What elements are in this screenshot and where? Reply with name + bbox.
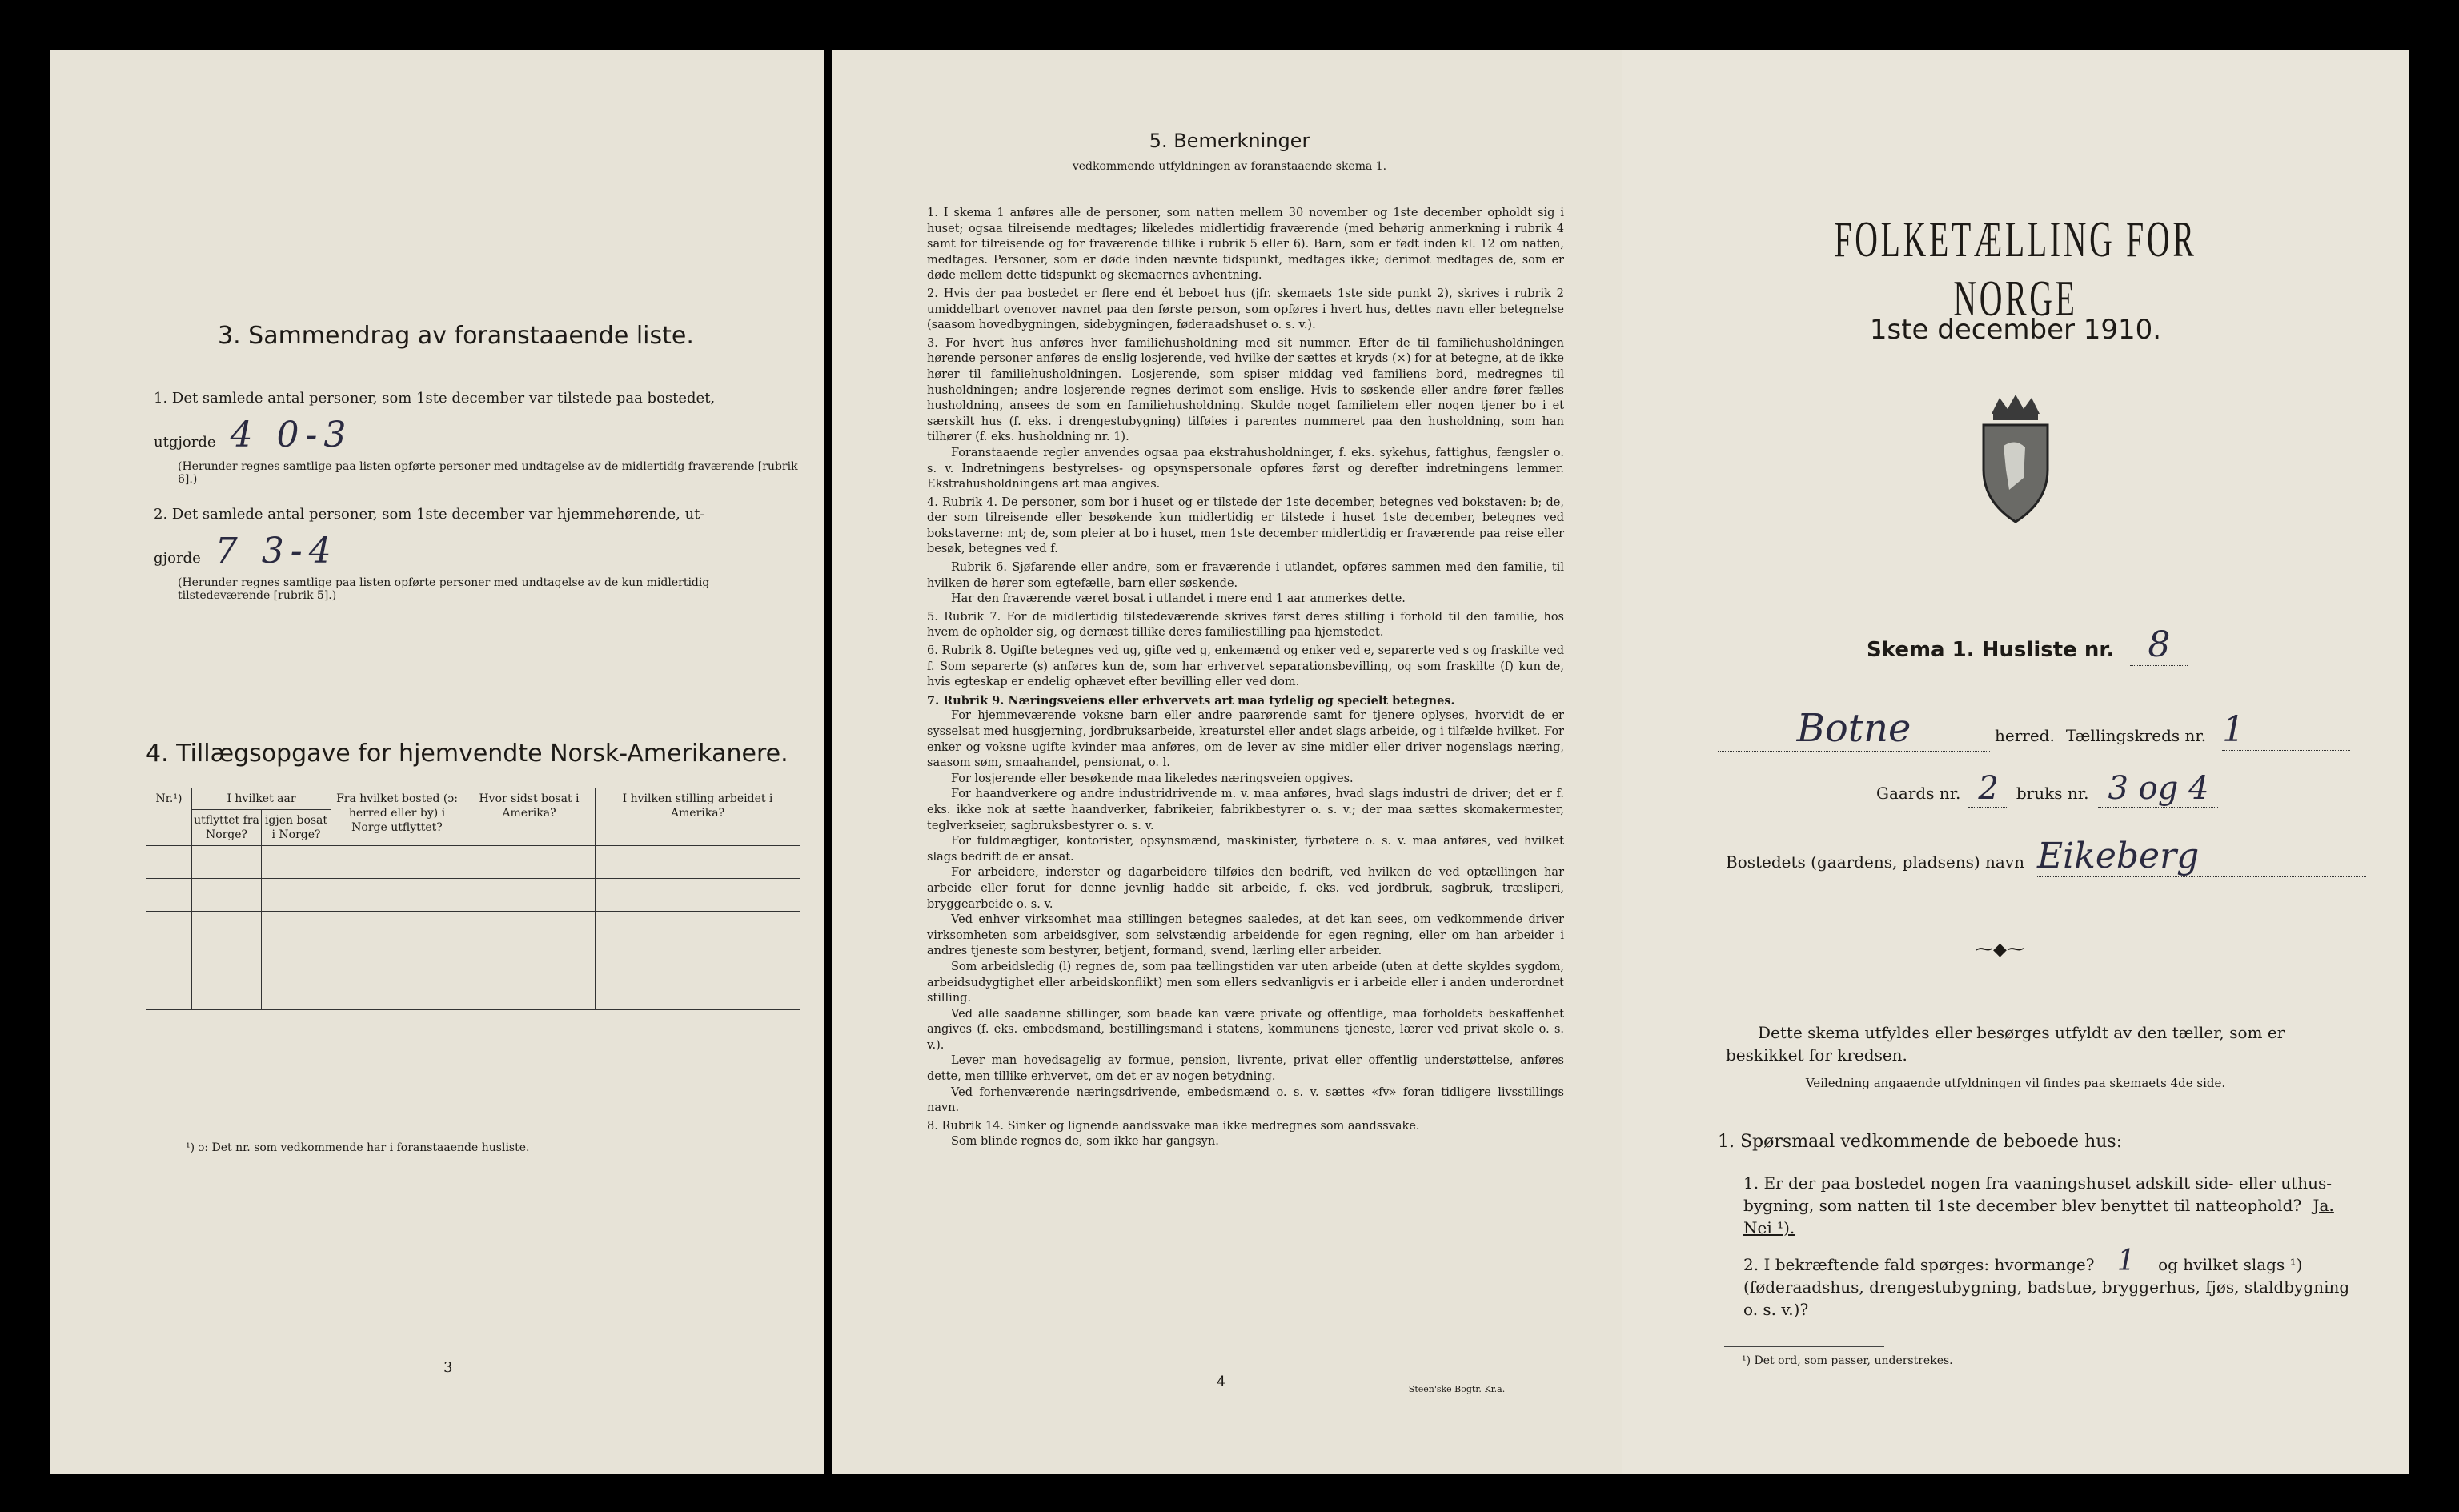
item1-note: (Herunder regnes samtlige paa listen opførte personer med undtagelse av de midlertidig fraværende [rubrik 6].) — [178, 460, 798, 486]
gaard-line — [1876, 770, 2218, 808]
col-from-place: Fra hvilket bosted (ɔ: herred eller by) i Norge utflyttet? — [331, 788, 463, 846]
title-page — [1622, 50, 2409, 1474]
remark-paragraph: Ved enhver virksomhet maa stillingen betegnes saaledes, at det kan sees, om vedkommende driver virksomheten som arbeidsgiver, som selvstændig arbeidende for egen regning, eller om han arbeider i andres tjeneste som bestyrer, betjent, formand, svend, lærling eller arbeider. — [927, 913, 1564, 958]
item1-value: 4 0-3 — [230, 415, 353, 455]
remark-paragraph: 8. Rubrik 14. Sinker og lignende aandssvake maa ikke medregnes som aandssvake. — [927, 1119, 1420, 1133]
remark-paragraph: 6. Rubrik 8. Ugifte betegnes ved ug, gifte ved g, enkemænd og enker ved e, separerte ved s og fraskilte ved f. Som separerte (s) anføres kun de, som har erhvervet separationsbevilling, og som fraskilte (f) kun de, hvis egteskap er endelig ophævet efter bevilling eller ved dom. — [927, 644, 1564, 689]
remark-paragraph: For hjemmeværende voksne barn eller andre paarørende samt for tjenere oplyses, hvorvidt de er sysselsat med husgjerning, jordbruksarbeide, kreaturstel eller andet slags arbeide, og i tilfælde hvilket. For enker og voksne ugifte kvinder maa anføres, om de lever av sine midler eller driver nogenslags næring, saasom søm, smaahandel, pensionat, o. l. — [927, 709, 1564, 770]
gaard-label: Gaards nr. — [1876, 784, 1961, 803]
printer-imprint: Steen'ske Bogtr. Kr.a. — [1361, 1382, 1553, 1394]
remark-paragraph: Lever man hovedsagelig av formue, pension, livrente, privat eller offentlig understøttelse, anføres dette, men tillike erhvervet, om det er av nogen betydning. — [927, 1054, 1564, 1084]
remarks-subtitle: vedkommende utfyldningen av foranstaaende skema 1. — [1072, 160, 1387, 173]
page-number: 4 — [1217, 1374, 1226, 1390]
bosted-line — [1726, 836, 2366, 877]
col-emigrated: utflyttet fra Norge? — [192, 810, 262, 846]
item2-text: 2. Det samlede antal personer, som 1ste december var hjemmehørende, ut- — [154, 506, 705, 523]
question-2-rest: og hvilket slags ¹) (føderaadshus, drengestubygning, badstue, bryggerhus, fjøs, staldbygning o. s. v.)? — [1743, 1255, 2350, 1319]
remark-paragraph: 4. Rubrik 4. De personer, som bor i huset og er tilstede der 1ste december, betegnes ved bokstaven: b; de, der som tilreisende eller besøkende kun midlertidig er tilstede i huset 1ste december, betegnes ved bokstaverne: mt; de, som pleier at bo i huset, men 1ste december midlertidig er fraværende paa reise eller besøk, betegnes ved f. — [927, 495, 1564, 556]
question-2-text: 2. I bekræftende fald spørges: hvormange? — [1743, 1255, 2095, 1274]
ornament-icon: ⁓◆⁓ — [1976, 940, 2024, 960]
summary-item-2 — [154, 506, 802, 602]
item2-note: (Herunder regnes samtlige paa listen opførte personer med undtagelse av de kun midlertidig tilstedeværende [rubrik 5].) — [178, 576, 710, 602]
table-row — [146, 879, 800, 912]
page-3 — [50, 50, 824, 1474]
col-last-place: Hvor sidst bosat i Amerika? — [463, 788, 596, 846]
question-1-text: 1. Er der paa bostedet nogen fra vaaningshuset adskilt side- eller uthus-bygning, som natten til 1ste december blev benyttet til natteophold? — [1743, 1173, 2332, 1215]
question-2-answer: 1 — [2116, 1245, 2136, 1277]
bruk-label: bruks nr. — [2016, 784, 2089, 803]
bruk-value: 3 og 4 — [2098, 770, 2218, 808]
table-row — [146, 846, 800, 879]
remarks-body — [927, 206, 1564, 1150]
remark-paragraph: 7. Rubrik 9. Næringsveiens eller erhvervets art maa tydelig og specielt betegnes. — [927, 693, 1455, 708]
fill-instruction: Dette skema utfyldes eller besørges utfyldt av den tæller, som er beskikket for kredsen. — [1726, 1023, 2285, 1065]
summary-item-1 — [154, 390, 802, 486]
remark-paragraph: For haandverkere og andre industridrivende m. v. maa anføres, hvad slags industri de driver; det er f. eks. ikke nok at sætte haandverker, fabrikeier, fabrikbestyrer o. s. v.; der maa sættes skomakermester, teglverkseier, sagbruksbestyrer o. s. v. — [927, 788, 1564, 832]
gaard-value: 2 — [1968, 770, 2008, 808]
col-nr: Nr.¹) — [146, 788, 192, 846]
page-number: 3 — [443, 1359, 453, 1376]
section-4-title: 4. Tillægsopgave for hjemvendte Norsk-Amerikanere. — [146, 740, 788, 768]
item1-text: 1. Det samlede antal personer, som 1ste december var tilstede paa bostedet, — [154, 390, 716, 407]
remarks-title: 5. Bemerkninger — [1149, 130, 1310, 152]
footnote-rule — [1724, 1346, 1884, 1347]
kreds-value: 1 — [2222, 709, 2350, 751]
husliste-number: 8 — [2130, 624, 2188, 666]
item1-prefix: utgjorde — [154, 434, 216, 451]
bosted-value: Eikeberg — [2037, 836, 2366, 877]
guide-note: Veiledning angaaende utfyldningen vil findes paa skemaets 4de side. — [1805, 1076, 2226, 1090]
table-row — [146, 944, 800, 977]
remark-paragraph: Som arbeidsledig (l) regnes de, som paa tællingstiden var uten arbeide (uten at dette skyldes sygdom, arbeidsudygtighet eller arbeidskonflikt) men som ellers sedvanligvis er i arbeide eller i anden underordnet stilling. — [927, 960, 1564, 1005]
question-1-answer: Ja. Nei ¹). — [1743, 1196, 2334, 1237]
norsk-amerikaner-table — [146, 788, 800, 1010]
item2-value: 7 3-4 — [215, 531, 338, 572]
col-group-year: I hvilket aar — [192, 788, 331, 810]
remark-paragraph: 1. I skema 1 anføres alle de personer, som natten mellem 30 november og 1ste december opholdt sig i huset; ogsaa tilreisende medtages; likeledes midlertidig fraværende (med behørig anmerkning i rubrik 4 samt for tilreisende og for fraværende tillike i rubrik 5 eller 6). Barn, som er født inden kl. 12 om natten, medtages. Personer, som er døde inden nævnte tidspunkt, medtages ikke; derimot medtages de, som er døde mellem dette tidspunkt og skemaernes avhentning. — [927, 207, 1564, 283]
kreds-label: Tællingskreds nr. — [2065, 726, 2207, 745]
section-3-title: 3. Sammendrag av foranstaaende liste. — [218, 322, 694, 350]
census-title: FOLKETÆLLING FOR NORGE — [1834, 211, 2197, 327]
coat-of-arms-icon — [1968, 390, 2064, 529]
footnote: ¹) Det ord, som passer, understrekes. — [1742, 1354, 1953, 1367]
remark-paragraph: For fuldmægtiger, kontorister, opsynsmænd, maskinister, fyrbøtere o. s. v. maa anføres, ved hvilket slags bedrift de er ansat. — [927, 835, 1564, 864]
remark-paragraph: For arbeidere, inderster og dagarbeidere tilføies den bedrift, ved hvilken de ved optællingen har arbeide eller forut for denne jevnlig hadde sit arbeide, f. eks. ved jordbruk, sagbruk, træsliperi, bryggearbeide o. s. v. — [927, 866, 1564, 911]
table-row — [146, 977, 800, 1010]
page-4 — [832, 50, 1627, 1474]
question-heading: 1. Spørsmaal vedkommende de beboede hus: — [1718, 1132, 2123, 1152]
col-returned: igjen bosat i Norge? — [262, 810, 331, 846]
table-footnote: ¹) ɔ: Det nr. som vedkommende har i foranstaaende husliste. — [186, 1141, 530, 1154]
schema-label: Skema 1. Husliste nr. — [1867, 638, 2115, 662]
remark-paragraph: Ved alle saadanne stillinger, som baade kan være private og offentlige, maa forholdets beskaffenhet angives (f. eks. embedsmand, bestillingsmand i statens, kommunens tjeneste, lærer ved privat skole o. s. v.). — [927, 1007, 1564, 1052]
table-row — [146, 912, 800, 944]
item2-prefix: gjorde — [154, 550, 201, 567]
remark-paragraph: 3. For hvert hus anføres hver familiehusholdning med sit nummer. Efter de til familiehusholdningen hørende personer anføres de enslig losjerende, ved hvilke der sættes et kryds (×) for at betegne, at de ikke hører til familiehusholdningen. Losjerende, som spiser middag ved familiens bord, medregnes til husholdningen; andre losjerende regnes derimot som enslige. Hvis to søskende eller andre fører fælles husholdning, ansees de som en familiehusholdning. Skulde noget familielem eller nogen tjener bo i et særskilt hus (f. eks. i drengestubygning) tilføies i parentes nummeret paa den husholdning, som han tilhører (f. eks. husholdning nr. 1). — [927, 336, 1564, 444]
remark-paragraph: Ved forhenværende næringsdrivende, embedsmænd o. s. v. sættes «fv» foran tidligere livsstillings navn. — [927, 1085, 1564, 1115]
herred-label: herred. — [1995, 726, 2055, 745]
bosted-label: Bostedets (gaardens, pladsens) navn — [1726, 852, 2024, 872]
remark-paragraph: 5. Rubrik 7. For de midlertidig tilstedeværende skrives først deres stilling i forhold til den familie, hos hvem de opholder sig, og dernæst tillike deres familiestilling paa hjemstedet. — [927, 610, 1564, 640]
question-1 — [1743, 1172, 2352, 1239]
remark-paragraph: Som blinde regnes de, som ikke har gangsyn. — [951, 1135, 1219, 1149]
remark-paragraph: For losjerende eller besøkende maa likeledes næringsveien opgives. — [951, 772, 1354, 785]
herred-line — [1718, 706, 2350, 752]
herred-value: Botne — [1718, 706, 1990, 752]
remark-paragraph: Rubrik 6. Sjøfarende eller andre, som er fraværende i utlandet, opføres sammen med den familie, til hvilken de hører som egtefælle, barn eller søskende. — [927, 561, 1564, 590]
census-date: 1ste december 1910. — [1869, 314, 2162, 346]
col-occupation: I hvilken stilling arbeidet i Amerika? — [596, 788, 800, 846]
remark-paragraph: Har den fraværende været bosat i utlandet i mere end 1 aar anmerkes dette. — [951, 592, 1406, 606]
remark-paragraph: Foranstaaende regler anvendes ogsaa paa ekstrahusholdninger, f. eks. sykehus, fattighus, fængsler o. s. v. Indretningens bestyrelses- og opsynspersonale opføres først og derefter indretningens lemmer. Ekstrahusholdningens art maa angives. — [927, 446, 1564, 491]
remark-paragraph: 2. Hvis der paa bostedet er flere end ét beboet hus (jfr. skemaets 1ste side punkt 2), skrives i rubrik 2 umiddelbart ovenover navnet paa den første person, som opføres i hvert hus, dettes navn eller betegnelse (saasom hovedbygningen, sidebygningen, føderaadshuset o. s. v.). — [927, 287, 1564, 332]
schema-line — [1867, 624, 2188, 666]
question-2 — [1743, 1245, 2352, 1321]
